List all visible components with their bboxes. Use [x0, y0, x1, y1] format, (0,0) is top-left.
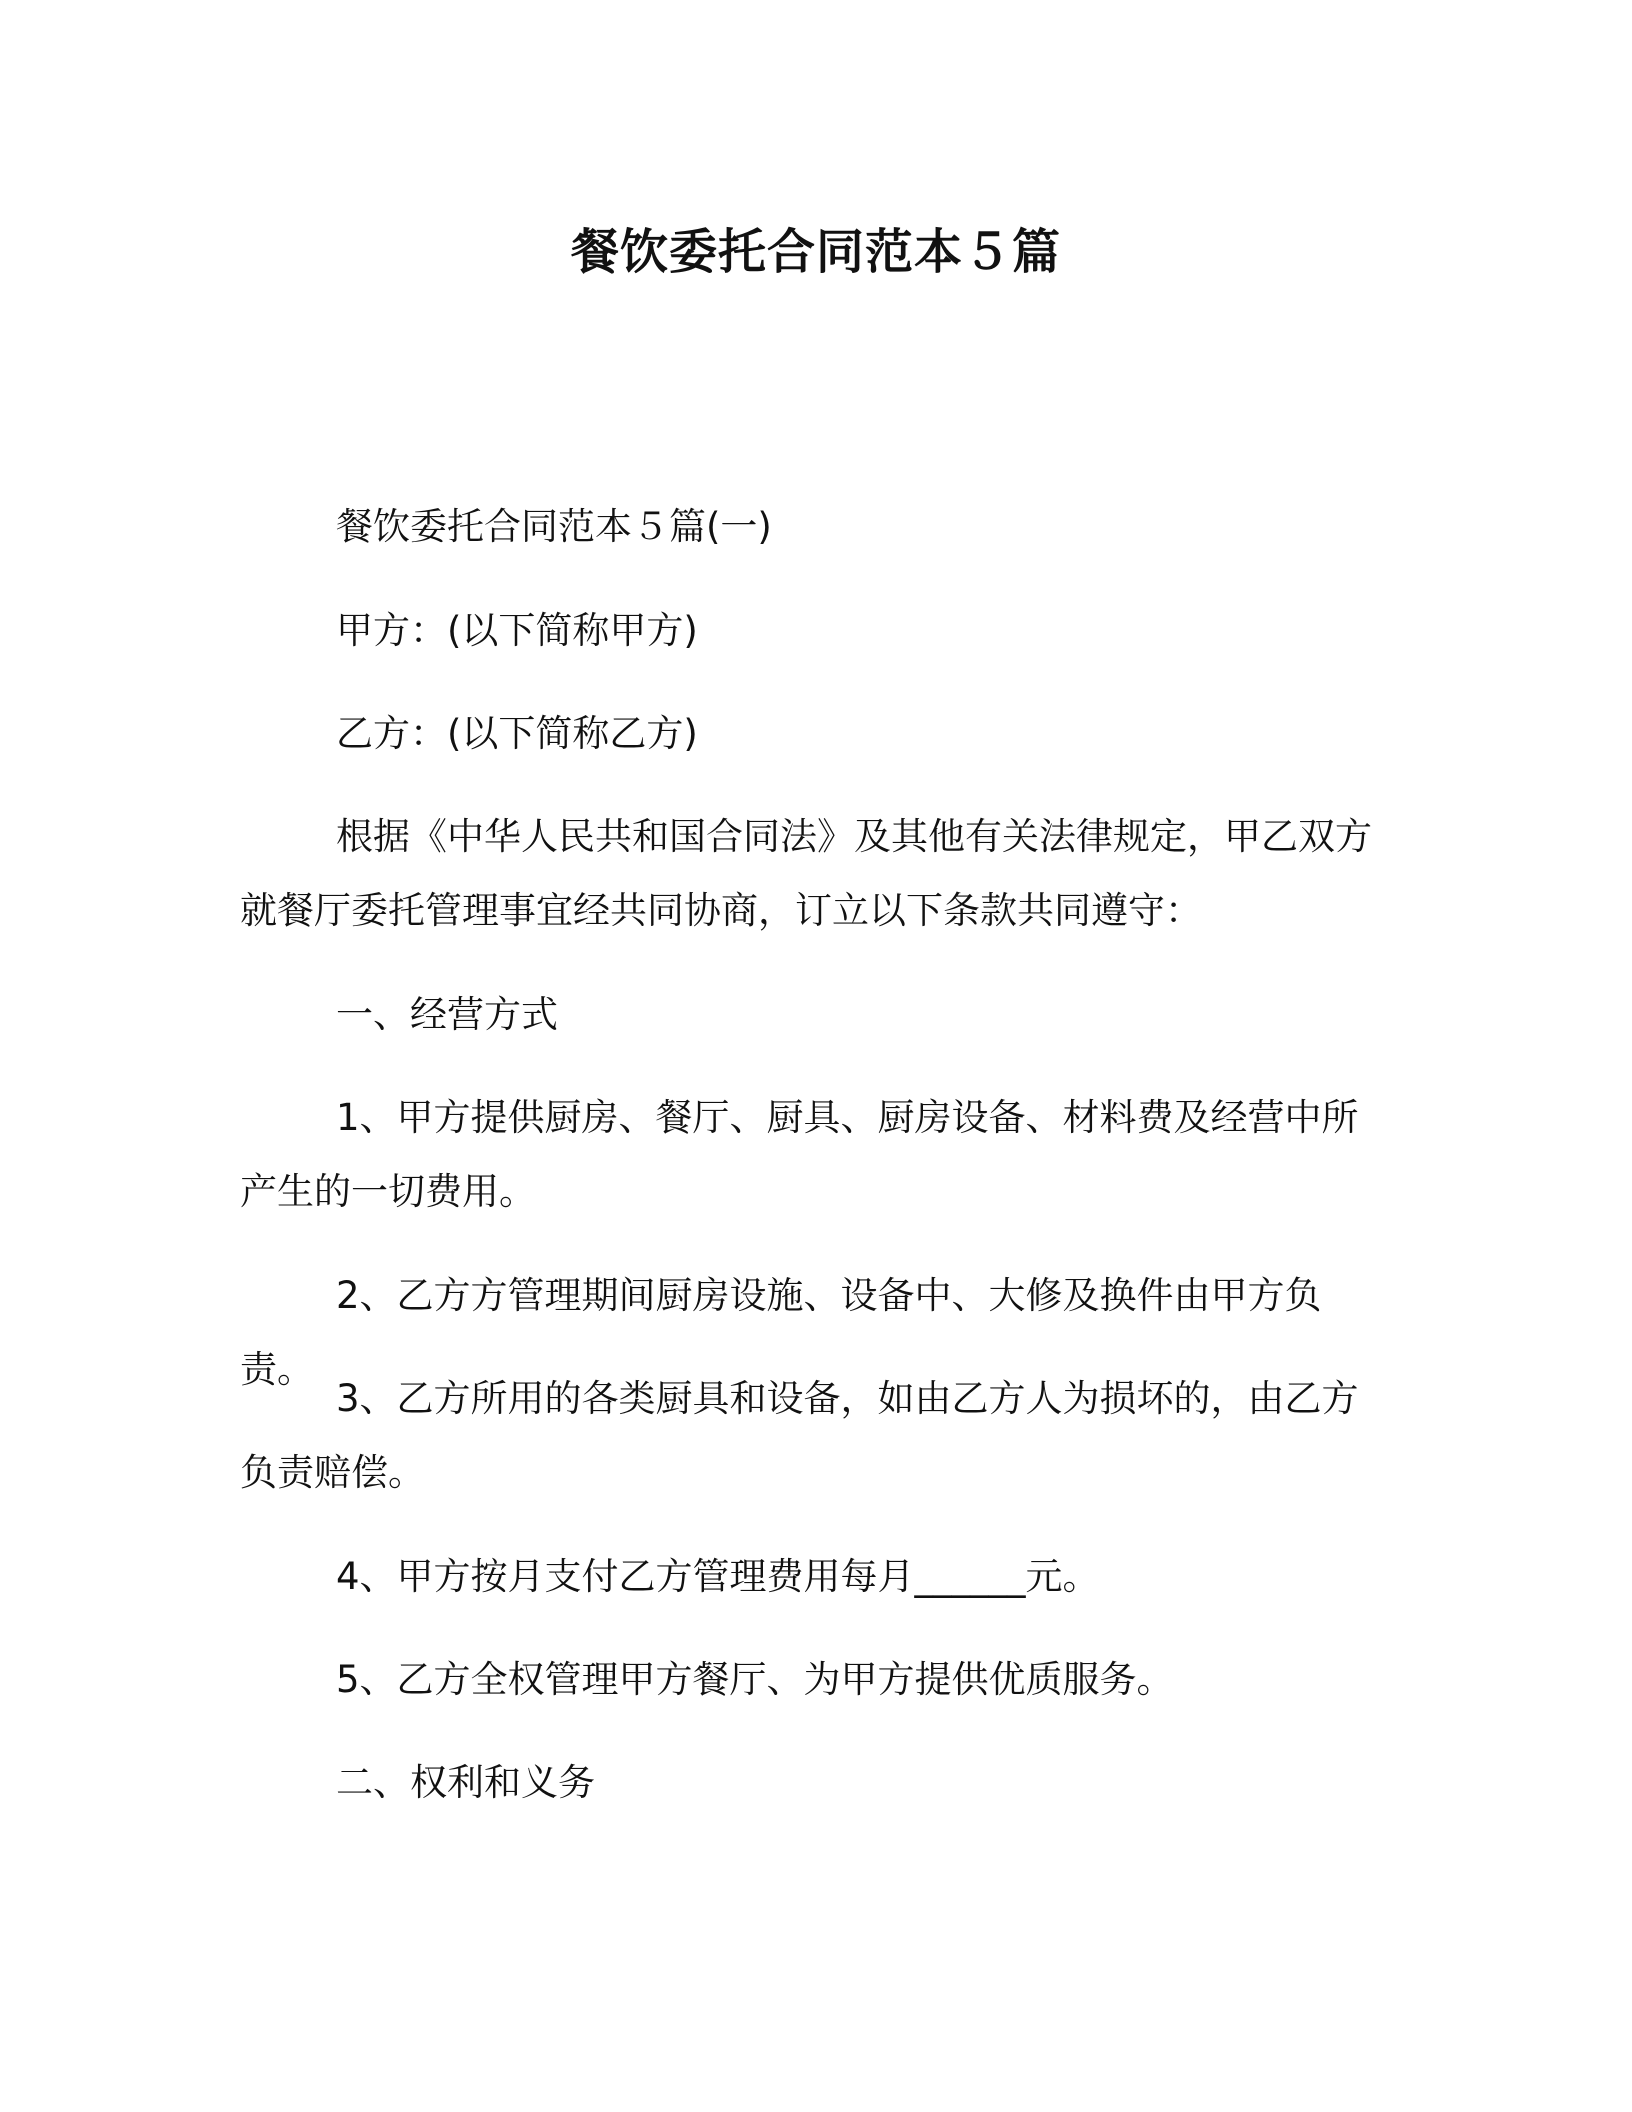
section-heading-rights: 二、权利和义务: [336, 1761, 595, 1804]
document-title: 餐饮委托合同范本５篇: [570, 224, 1061, 280]
preamble-paragraph: 根据《中华人民共和国合同法》及其他有关法律规定，甲乙双方就餐厅委托管理事宜经共同协商，订立以下条款共同遵守：: [240, 815, 1372, 932]
section-heading-operation: 一、经营方式: [336, 993, 558, 1036]
clause-5: 5、乙方全权管理甲方餐厅、为甲方提供优质服务。: [336, 1658, 1174, 1701]
clause-4: 4、甲方按月支付乙方管理费用每月______元。: [336, 1555, 1100, 1598]
section-heading-part-one: 餐饮委托合同范本５篇(一): [336, 505, 772, 548]
clause-2: 2、乙方方管理期间厨房设施、设备中、大修及换件由甲方负责。: [240, 1274, 1322, 1391]
party-a-line: 甲方：(以下简称甲方): [336, 609, 698, 652]
party-b-line: 乙方：(以下简称乙方): [336, 712, 698, 755]
clause-1: 1、甲方提供厨房、餐厅、厨具、厨房设备、材料费及经营中所产生的一切费用。: [240, 1096, 1359, 1213]
clause-3: 3、乙方所用的各类厨具和设备，如由乙方人为损坏的，由乙方负责赔偿。: [240, 1377, 1359, 1494]
